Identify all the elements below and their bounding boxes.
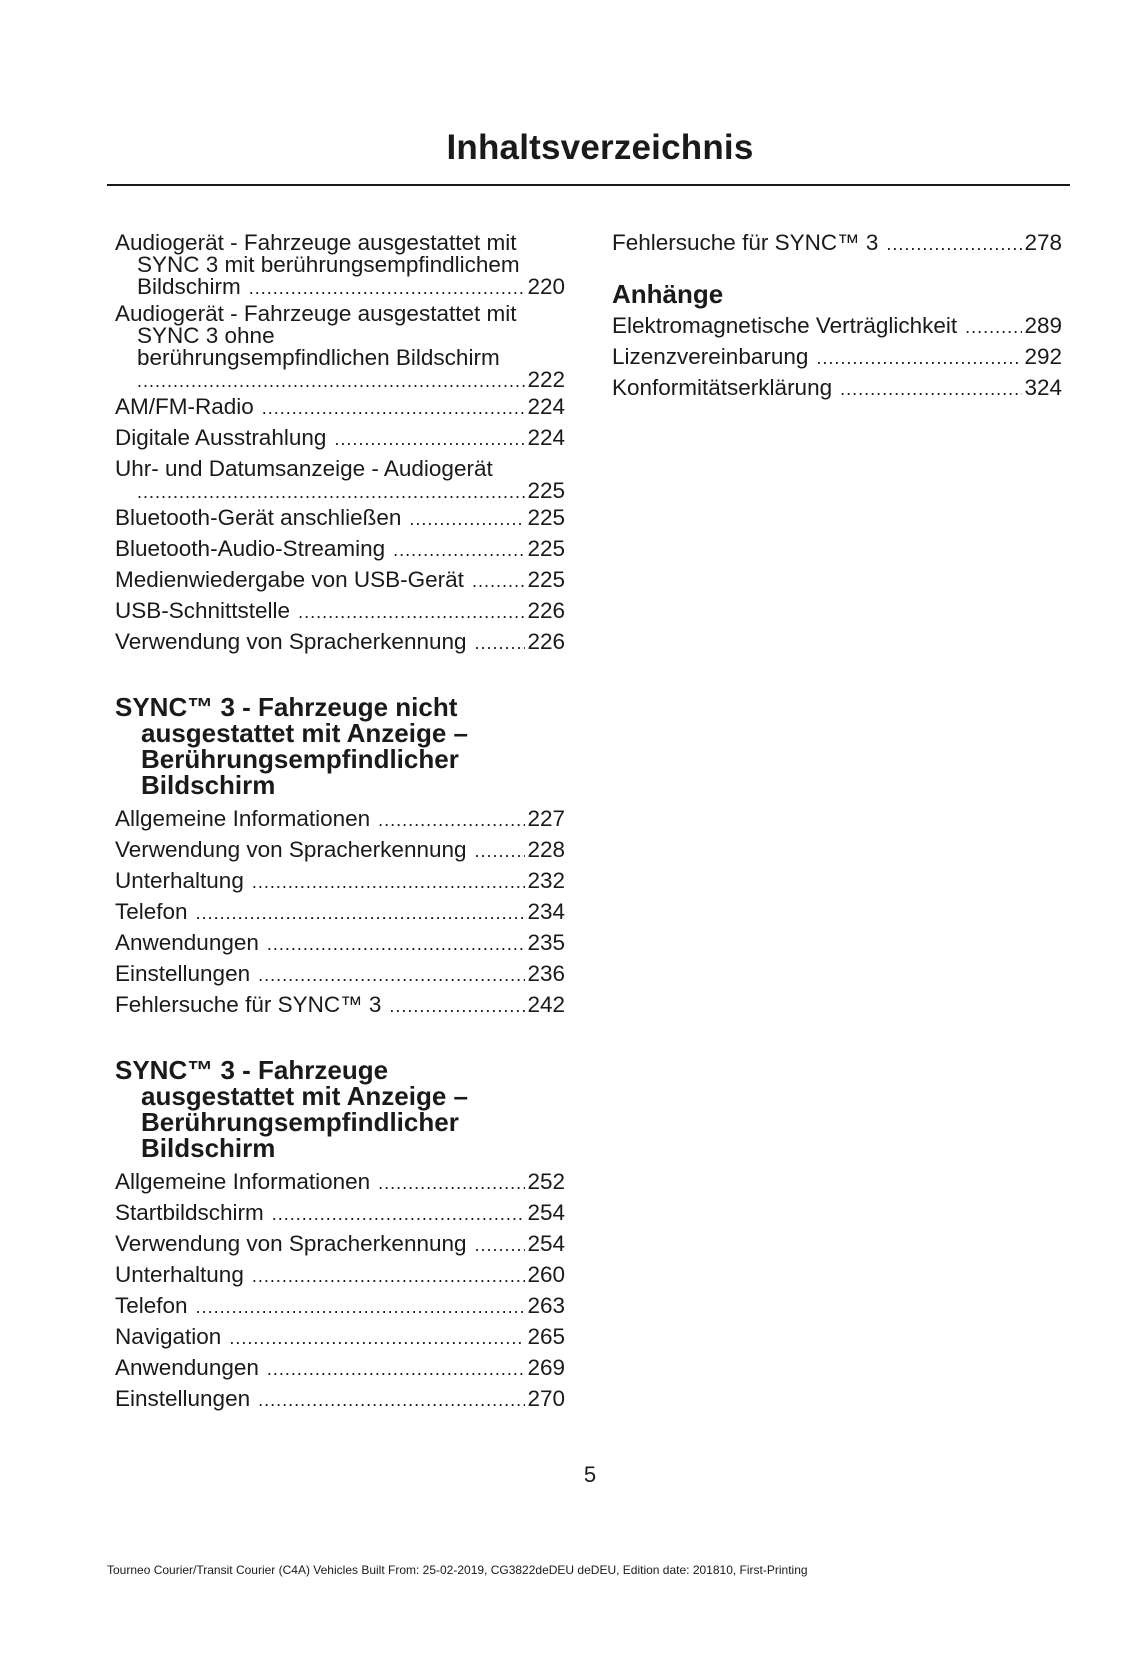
toc-page-number: 236: [527, 961, 565, 986]
toc-entry-title-cont: Bildschirm: [137, 274, 241, 299]
toc-entry-title: Fehlersuche für SYNC™ 3: [115, 992, 382, 1017]
toc-page-number: 224: [527, 425, 565, 450]
section-heading-line: SYNC™ 3 - Fahrzeuge: [115, 1055, 389, 1085]
dot-leader: [262, 393, 526, 423]
toc-page-number: 269: [527, 1355, 565, 1380]
toc-entry-title: Uhr- und Datumsanzeige - Audiogerät: [115, 456, 493, 481]
toc-entry-title: Audiogerät - Fahrzeuge ausgestattet mit: [115, 230, 517, 255]
section-heading: Anhänge: [612, 279, 724, 309]
toc-page-number: 270: [527, 1386, 565, 1411]
toc-page-number: 292: [1024, 344, 1062, 369]
dot-leader: [965, 312, 1022, 342]
dot-leader: [249, 277, 526, 299]
toc-entry-title: USB-Schnittstelle: [115, 598, 291, 623]
toc-page-number: 224: [527, 394, 565, 419]
toc-entry[interactable]: [115, 959, 565, 990]
toc-page-number: 254: [527, 1231, 565, 1256]
section-heading-line: SYNC™ 3 - Fahrzeuge nicht: [115, 692, 458, 722]
dot-leader: [378, 805, 525, 835]
toc-page-number: 234: [527, 899, 565, 924]
toc-entry-title: Audiogerät - Fahrzeuge ausgestattet mit: [115, 301, 517, 326]
dot-leader: [137, 481, 525, 503]
dot-leader: [258, 1385, 525, 1415]
dot-leader: [393, 535, 525, 565]
toc-entry-title-cont: SYNC 3 mit berührungsempfindlichem: [137, 252, 520, 277]
dot-leader: [272, 1199, 526, 1229]
dot-leader: [267, 1354, 526, 1384]
toc-entry-title: Bluetooth-Gerät anschließen: [115, 505, 402, 530]
toc-entry[interactable]: [612, 311, 1062, 342]
toc-entry[interactable]: [115, 503, 565, 534]
toc-page-number: 289: [1024, 313, 1062, 338]
dot-leader: [475, 836, 526, 866]
toc-entry-title: Allgemeine Informationen: [115, 1169, 371, 1194]
dot-leader: [252, 1261, 526, 1291]
toc-entry[interactable]: [612, 228, 1062, 259]
toc-entry-title: Einstellungen: [115, 1386, 251, 1411]
toc-entry[interactable]: [612, 373, 1062, 404]
toc-page-number: 324: [1024, 375, 1062, 400]
toc-page-number: 226: [527, 598, 565, 623]
toc-entry-title: Elektromagnetische Verträglichkeit: [612, 313, 958, 338]
toc-page-number: 254: [527, 1200, 565, 1225]
toc-right-column: [612, 228, 1062, 404]
toc-entry-title: Unterhaltung: [115, 868, 244, 893]
toc-entry[interactable]: [115, 990, 565, 1021]
toc-entry[interactable]: [115, 866, 565, 897]
toc-page-number: 222: [527, 367, 565, 392]
section-heading-line: ausgestattet mit Anzeige –: [141, 1081, 469, 1111]
page-title: Inhaltsverzeichnis: [446, 128, 754, 167]
toc-entry-title: Medienwiedergabe von USB-Gerät: [115, 567, 464, 592]
section-heading: [115, 694, 565, 798]
dot-leader: [816, 343, 1022, 373]
dot-leader: [196, 898, 526, 928]
dot-leader: [229, 1323, 525, 1353]
toc-entry-title: Telefon: [115, 1293, 188, 1318]
toc-page-number: 227: [527, 806, 565, 831]
dot-leader: [840, 374, 1022, 404]
toc-entry-title: Fehlersuche für SYNC™ 3: [612, 230, 879, 255]
toc-entry[interactable]: [115, 423, 565, 454]
toc-entry[interactable]: [115, 534, 565, 565]
section-heading-line: Bildschirm: [141, 770, 276, 800]
dot-leader: [252, 867, 526, 897]
toc-entry[interactable]: [115, 897, 565, 928]
toc-entry-title: Unterhaltung: [115, 1262, 244, 1287]
toc-entry-title: Digitale Ausstrahlung: [115, 425, 327, 450]
toc-entry-title: Allgemeine Informationen: [115, 806, 371, 831]
toc-entry-title: Verwendung von Spracherkennung: [115, 1231, 467, 1256]
toc-entry[interactable]: [612, 342, 1062, 373]
toc-entry[interactable]: [115, 299, 565, 392]
dot-leader: [886, 229, 1022, 259]
section-heading-line: ausgestattet mit Anzeige –: [141, 718, 469, 748]
section-heading-line: Bildschirm: [141, 1133, 276, 1163]
toc-entry-title-cont: berührungsempfindlichen Bildschirm: [137, 345, 500, 370]
toc-entry-title: Navigation: [115, 1324, 222, 1349]
toc-page-number: 278: [1024, 230, 1062, 255]
section-heading-line: Berührungsempfindlicher: [141, 744, 459, 774]
toc-entry[interactable]: [115, 1353, 565, 1384]
dot-leader: [475, 1230, 526, 1260]
toc-page-number: 263: [527, 1293, 565, 1318]
toc-entry[interactable]: [115, 1229, 565, 1260]
toc-page-number: 225: [527, 536, 565, 561]
page-number: 5: [583, 1462, 597, 1487]
dot-leader: [409, 504, 525, 534]
toc-page-number: 242: [527, 992, 565, 1017]
toc-entry[interactable]: [115, 1384, 565, 1415]
toc-page-number: 235: [527, 930, 565, 955]
dot-leader: [378, 1168, 525, 1198]
toc-entry-title: Startbildschirm: [115, 1200, 264, 1225]
toc-entry-title: Konformitätserklärung: [612, 375, 833, 400]
toc-entry[interactable]: [115, 1260, 565, 1291]
toc-entry-title: Verwendung von Spracherkennung: [115, 837, 467, 862]
toc-entry-title: Verwendung von Spracherkennung: [115, 629, 467, 654]
toc-page-number: 265: [527, 1324, 565, 1349]
dot-leader: [258, 960, 525, 990]
toc-entry-title: Einstellungen: [115, 961, 251, 986]
toc-entry[interactable]: [115, 1167, 565, 1198]
title-divider: [107, 184, 1070, 186]
toc-page-number: 225: [527, 505, 565, 530]
toc-entry[interactable]: [115, 1291, 565, 1322]
toc-entry-title: Anwendungen: [115, 930, 259, 955]
toc-left-column: [115, 228, 565, 1415]
dot-leader: [267, 929, 526, 959]
toc-page-number: 232: [527, 868, 565, 893]
toc-page-number: 252: [527, 1169, 565, 1194]
toc-entry[interactable]: [115, 596, 565, 627]
dot-leader: [389, 991, 525, 1021]
toc-entry-title: Lizenzvereinbarung: [612, 344, 809, 369]
dot-leader: [137, 370, 525, 392]
toc-page-number: 220: [527, 274, 565, 299]
toc-entry[interactable]: [115, 454, 565, 503]
section-heading: [115, 1057, 565, 1161]
toc-page-number: 226: [527, 629, 565, 654]
toc-entry-title: Bluetooth-Audio-Streaming: [115, 536, 386, 561]
toc-page-number: 225: [527, 567, 565, 592]
dot-leader: [472, 566, 526, 596]
toc-entry[interactable]: [115, 228, 565, 299]
toc-entry[interactable]: [115, 804, 565, 835]
section-heading-line: Berührungsempfindlicher: [141, 1107, 459, 1137]
toc-entry[interactable]: [115, 1322, 565, 1353]
toc-page-number: 228: [527, 837, 565, 862]
dot-leader: [475, 628, 526, 658]
toc-entry[interactable]: [115, 392, 565, 423]
toc-entry-title: AM/FM-Radio: [115, 394, 254, 419]
dot-leader: [298, 597, 525, 627]
toc-page-number: 225: [527, 478, 565, 503]
toc-entry[interactable]: [115, 928, 565, 959]
toc-entry[interactable]: [115, 565, 565, 596]
toc-entry-title: Telefon: [115, 899, 188, 924]
toc-entry[interactable]: [115, 627, 565, 658]
dot-leader: [334, 424, 525, 454]
footer-text: Tourneo Courier/Transit Courier (C4A) Vehicles Built From: 25-02-2019, CG3822deDEU deDEU, Edition date: 201810, First-Printing: [107, 1563, 808, 1577]
toc-page-number: 260: [527, 1262, 565, 1287]
toc-entry[interactable]: [115, 1198, 565, 1229]
toc-entry-title-cont: SYNC 3 ohne: [137, 323, 275, 348]
toc-entry[interactable]: [115, 835, 565, 866]
dot-leader: [196, 1292, 526, 1322]
toc-entry-title: Anwendungen: [115, 1355, 259, 1380]
